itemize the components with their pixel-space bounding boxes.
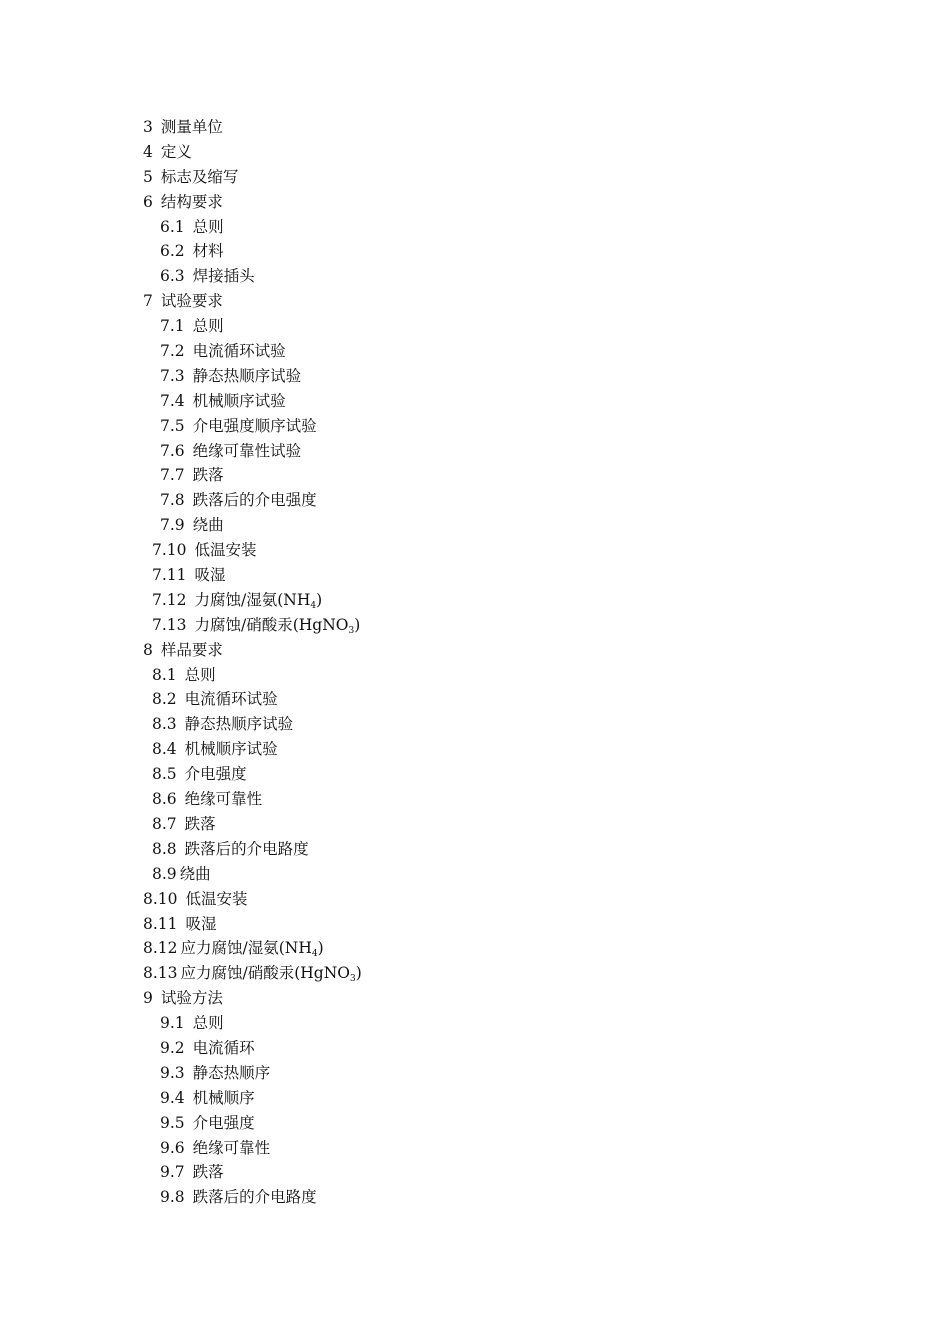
toc-entry-title: 总则 bbox=[192, 1014, 224, 1033]
toc-entry bbox=[0, 538, 950, 563]
toc-entry-title: 吸湿 bbox=[194, 566, 226, 585]
toc-entry bbox=[0, 115, 950, 140]
toc-entry-number: 7.5 bbox=[160, 416, 185, 435]
toc-entry-number: 8.4 bbox=[152, 740, 177, 759]
toc-entry-title: 跌落后的介电路度 bbox=[192, 1188, 317, 1207]
toc-entry bbox=[0, 289, 950, 314]
toc-entry bbox=[0, 663, 950, 688]
toc-entry-number: 8.9 bbox=[152, 864, 177, 883]
toc-entry bbox=[0, 215, 950, 240]
toc-entry bbox=[0, 165, 950, 190]
toc-entry-title: 力腐蚀/硝酸汞(HgNO bbox=[194, 615, 349, 634]
toc-entry-number: 7 bbox=[143, 292, 153, 311]
toc-entry bbox=[0, 1061, 950, 1086]
toc-entry bbox=[0, 638, 950, 663]
toc-entry bbox=[0, 762, 950, 787]
toc-entry-number: 9.1 bbox=[160, 1014, 185, 1033]
toc-entry-number: 4 bbox=[143, 142, 153, 161]
toc-entry-number: 9.3 bbox=[160, 1063, 185, 1082]
toc-entry bbox=[0, 1086, 950, 1111]
toc-entry-title: 试验方法 bbox=[160, 989, 223, 1008]
toc-entry-number: 9.2 bbox=[160, 1038, 185, 1057]
toc-entry-title: 机械顺序 bbox=[192, 1088, 255, 1107]
toc-entry-title: 机械顺序试验 bbox=[192, 391, 286, 410]
toc-entry bbox=[0, 389, 950, 414]
toc-entry bbox=[0, 364, 950, 389]
toc-entry-number: 6 bbox=[143, 192, 153, 211]
toc-entry-title: 低温安装 bbox=[185, 889, 248, 908]
toc-entry bbox=[0, 239, 950, 264]
toc-entry-number: 7.8 bbox=[160, 491, 185, 510]
toc-entry bbox=[0, 737, 950, 762]
toc-entry bbox=[0, 687, 950, 712]
toc-entry-title: 定义 bbox=[160, 142, 192, 161]
toc-entry-number: 7.12 bbox=[152, 590, 187, 609]
toc-entry bbox=[0, 787, 950, 812]
toc-entry-number: 7.10 bbox=[152, 541, 187, 560]
toc-entry-number: 9 bbox=[143, 989, 153, 1008]
toc-entry-title: 介电强度 bbox=[192, 1113, 255, 1132]
toc-entry-title: 机械顺序试验 bbox=[184, 740, 278, 759]
toc-entry-number: 7.2 bbox=[160, 342, 185, 361]
toc-entry-title: 介电强度 bbox=[184, 765, 247, 784]
toc-entry-number: 7.11 bbox=[152, 566, 187, 585]
table-of-contents bbox=[0, 115, 950, 1210]
toc-entry-title: 吸湿 bbox=[185, 914, 217, 933]
toc-entry-number: 5 bbox=[143, 167, 153, 186]
toc-entry-number: 6.2 bbox=[160, 242, 185, 261]
toc-entry-subscript: 3 bbox=[350, 974, 356, 985]
toc-entry bbox=[0, 339, 950, 364]
toc-entry-title: 结构要求 bbox=[160, 192, 223, 211]
toc-entry bbox=[0, 862, 950, 887]
toc-entry bbox=[0, 1160, 950, 1185]
toc-entry-title: 低温安装 bbox=[194, 541, 257, 560]
toc-entry bbox=[0, 1036, 950, 1061]
toc-entry-number: 7.9 bbox=[160, 516, 185, 535]
toc-entry-number: 8.12 bbox=[143, 939, 178, 958]
toc-entry bbox=[0, 1136, 950, 1161]
toc-entry-title: 焊接插头 bbox=[192, 267, 255, 286]
toc-entry-title: 绝缘可靠性 bbox=[192, 1138, 271, 1157]
toc-entry bbox=[0, 837, 950, 862]
toc-entry bbox=[0, 1185, 950, 1210]
toc-entry-number: 6.3 bbox=[160, 267, 185, 286]
toc-entry-title: 材料 bbox=[192, 242, 224, 261]
toc-entry-title: 测量单位 bbox=[160, 118, 223, 136]
toc-entry bbox=[0, 463, 950, 488]
toc-entry-number: 8.2 bbox=[152, 690, 177, 709]
toc-entry bbox=[0, 961, 950, 986]
toc-entry-title: 应力腐蚀/硝酸汞(HgNO bbox=[180, 964, 350, 983]
toc-entry-title: 介电强度顺序试验 bbox=[192, 416, 317, 435]
toc-entry-subscript: 4 bbox=[311, 949, 318, 960]
toc-entry-subscript: 3 bbox=[348, 625, 355, 636]
toc-entry-number: 9.6 bbox=[160, 1138, 185, 1157]
toc-entry-title: 标志及缩写 bbox=[160, 167, 239, 186]
toc-entry bbox=[0, 513, 950, 538]
toc-entry-number: 9.8 bbox=[160, 1188, 185, 1207]
toc-entry-number: 7.4 bbox=[160, 391, 185, 410]
toc-entry-number: 7.6 bbox=[160, 441, 185, 460]
toc-entry-title: 电流循环试验 bbox=[192, 342, 286, 361]
toc-entry-number: 8.1 bbox=[152, 665, 177, 684]
toc-entry bbox=[0, 712, 950, 737]
toc-entry-title: 绕曲 bbox=[179, 864, 211, 883]
toc-entry-number: 8.10 bbox=[143, 889, 178, 908]
toc-entry bbox=[0, 936, 950, 961]
toc-entry-title: 绝缘可靠性 bbox=[184, 790, 263, 809]
toc-entry-suffix: ) bbox=[355, 964, 362, 983]
toc-entry bbox=[0, 613, 950, 638]
toc-entry-title: 总则 bbox=[192, 317, 224, 336]
toc-entry bbox=[0, 314, 950, 339]
toc-entry-suffix: ) bbox=[317, 939, 324, 958]
toc-entry-title: 跌落后的介电强度 bbox=[192, 491, 317, 510]
toc-entry-title: 应力腐蚀/湿氨(NH bbox=[180, 939, 312, 958]
toc-entry-number: 8.5 bbox=[152, 765, 177, 784]
toc-entry-title: 静态热顺序试验 bbox=[184, 715, 294, 734]
toc-entry bbox=[0, 264, 950, 289]
toc-entry-number: 6.1 bbox=[160, 217, 185, 236]
toc-entry-title: 样品要求 bbox=[160, 640, 223, 659]
toc-entry-title: 跌落 bbox=[184, 814, 216, 833]
toc-entry-number: 9.5 bbox=[160, 1113, 185, 1132]
toc-entry-number: 9.4 bbox=[160, 1088, 185, 1107]
toc-entry-title: 力腐蚀/湿氨(NH bbox=[194, 590, 311, 609]
toc-entry-suffix: ) bbox=[316, 590, 323, 609]
toc-entry-title: 电流循环 bbox=[192, 1038, 255, 1057]
toc-entry bbox=[0, 190, 950, 215]
toc-entry-title: 绕曲 bbox=[192, 516, 224, 535]
toc-entry-title: 试验要求 bbox=[160, 292, 223, 311]
toc-entry bbox=[0, 140, 950, 165]
toc-entry-number: 7.7 bbox=[160, 466, 185, 485]
toc-entry-suffix: ) bbox=[354, 615, 361, 634]
toc-entry-number: 7.13 bbox=[152, 615, 187, 634]
toc-entry-number: 7.1 bbox=[160, 317, 185, 336]
toc-entry-number: 8.13 bbox=[143, 964, 178, 983]
toc-entry-number: 8 bbox=[143, 640, 153, 659]
toc-entry-number: 8.3 bbox=[152, 715, 177, 734]
toc-entry bbox=[0, 563, 950, 588]
toc-entry bbox=[0, 1011, 950, 1036]
toc-entry bbox=[0, 986, 950, 1011]
toc-entry-title: 总则 bbox=[184, 665, 216, 684]
toc-entry-number: 9.7 bbox=[160, 1163, 185, 1182]
toc-entry-title: 电流循环试验 bbox=[184, 690, 278, 709]
toc-entry-number: 8.7 bbox=[152, 814, 177, 833]
toc-entry bbox=[0, 1111, 950, 1136]
toc-entry bbox=[0, 488, 950, 513]
toc-entry-title: 绝缘可靠性试验 bbox=[192, 441, 302, 460]
toc-entry-title: 总则 bbox=[192, 217, 224, 236]
toc-entry bbox=[0, 588, 950, 613]
toc-entry-title: 静态热顺序 bbox=[192, 1063, 271, 1082]
toc-entry bbox=[0, 912, 950, 937]
toc-entry bbox=[0, 439, 950, 464]
toc-entry bbox=[0, 414, 950, 439]
toc-entry bbox=[0, 887, 950, 912]
toc-entry bbox=[0, 812, 950, 837]
toc-entry-subscript: 4 bbox=[310, 600, 317, 611]
toc-entry-title: 跌落后的介电路度 bbox=[184, 839, 309, 858]
toc-entry-number: 8.6 bbox=[152, 790, 177, 809]
toc-entry-title: 跌落 bbox=[192, 466, 224, 485]
toc-entry-number: 3 bbox=[143, 118, 153, 136]
toc-entry-title: 静态热顺序试验 bbox=[192, 366, 302, 385]
toc-entry-number: 8.11 bbox=[143, 914, 178, 933]
toc-entry-number: 8.8 bbox=[152, 839, 177, 858]
toc-entry-title: 跌落 bbox=[192, 1163, 224, 1182]
toc-entry-number: 7.3 bbox=[160, 366, 185, 385]
